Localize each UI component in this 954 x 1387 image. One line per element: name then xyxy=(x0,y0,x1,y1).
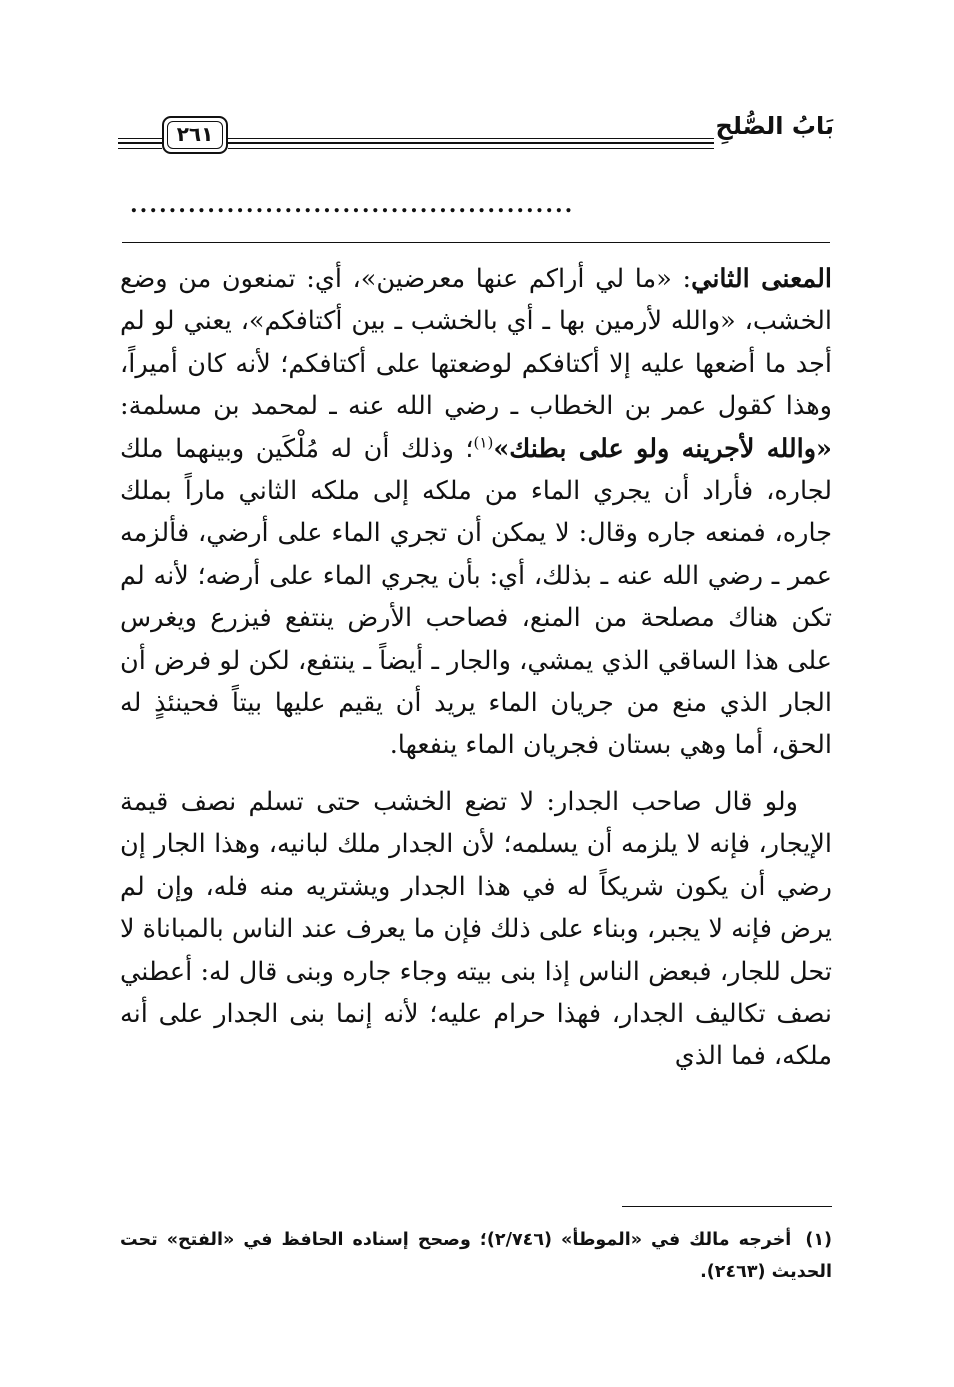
paragraph-lead: المعنى الثاني xyxy=(691,264,832,294)
paragraph-text: : «ما لي أراكم عنها معرضين»، أي: تمنعون من وضع الخشب، «والله لأرمين بها ـ أي بالخشب ـ بين أكتافكم»، يعني لو لم أجد ما أضعها عليه إلا أكتافكم لوضعتها على أكتافكم؛ لأنه كان أميراً، وهذا كقول عمر بن الخطاب ـ رضي الله عنه ـ لمحمد بن مسلمة: xyxy=(120,264,832,422)
header-rule-left-thick xyxy=(118,142,162,144)
footnote xyxy=(120,1224,832,1288)
main-text xyxy=(120,258,832,1078)
page-number: ٢٦١ xyxy=(176,122,214,146)
paragraph-text-continued: ؛ وذلك أن له مُلْكَين وبينهما ملك لجاره، فأراد أن يجري الماء من ملكه إلى ملكه الثاني ماراً بملك جاره، فمنعه جاره وقال: لا يمكن أن تجري الماء على أرضي، فألزمه عمر ـ رضي الله عنه ـ بذلك، أي: بأن يجري الماء على أرضه؛ لأنه لم تكن هناك مصلحة من المنع، فصاحب الأرض ينتفع فيزرع ويغرس على هذا الساقي الذي يمشي، والجار ـ أيضاً ـ ينتفع، لكن لو فرض أن الجار الذي منع من جريان الماء يريد أن يقيم عليها بيتاً فحينئذٍ له الحق، أما وهي بستان فجريان الماء ينفعها. xyxy=(120,433,832,761)
paragraph-1 xyxy=(120,258,832,767)
footnote-reference[interactable]: (١) xyxy=(473,433,494,452)
chapter-title: بَابُ الصُّلحِ xyxy=(715,112,834,140)
page-number-frame xyxy=(162,116,228,154)
footnote-number: (١) xyxy=(805,1230,832,1250)
header-rule-thick xyxy=(228,142,714,144)
paragraph-2 xyxy=(120,781,832,1078)
dotted-separator: .............................................. xyxy=(130,192,575,218)
section-divider xyxy=(122,242,830,243)
page-header xyxy=(118,112,834,162)
quoted-saying: «والله لأجرينه ولو على بطنك» xyxy=(493,433,832,464)
header-rule-thin-upper xyxy=(228,138,714,139)
footnote-divider xyxy=(622,1206,832,1207)
footnote-text: أخرجه مالك في «الموطأ» (٢/٧٤٦)؛ وصحح إسناده الحافظ في «الفتح» تحت الحديث (٢٤٦٣). xyxy=(120,1230,832,1282)
header-rule-left-thin-upper xyxy=(118,138,162,139)
header-rule-thin xyxy=(228,148,714,149)
paragraph-text: ولو قال صاحب الجدار: لا تضع الخشب حتى تسلم نصف قيمة الإيجار، فإنه لا يلزمه أن يسلمه؛ لأن الجدار ملك لبانيه، وهذا الجار إن رضي أن يكون شريكاً له في هذا الجدار ويشتريه منه فله، وإن لم يرض فإنه لا يجبر، وبناء على ذلك فإن ما يعرف عند الناس بالمباناة لا تحل للجار، فبعض الناس إذا بنى بيته وجاء جاره وبنى قال له: أعطني نصف تكاليف الجدار، فهذا حرام عليه؛ لأنه إنما بنى الجدار على أنه ملكه، فما الذي xyxy=(120,786,832,1072)
header-rule-left-thin xyxy=(118,148,162,149)
